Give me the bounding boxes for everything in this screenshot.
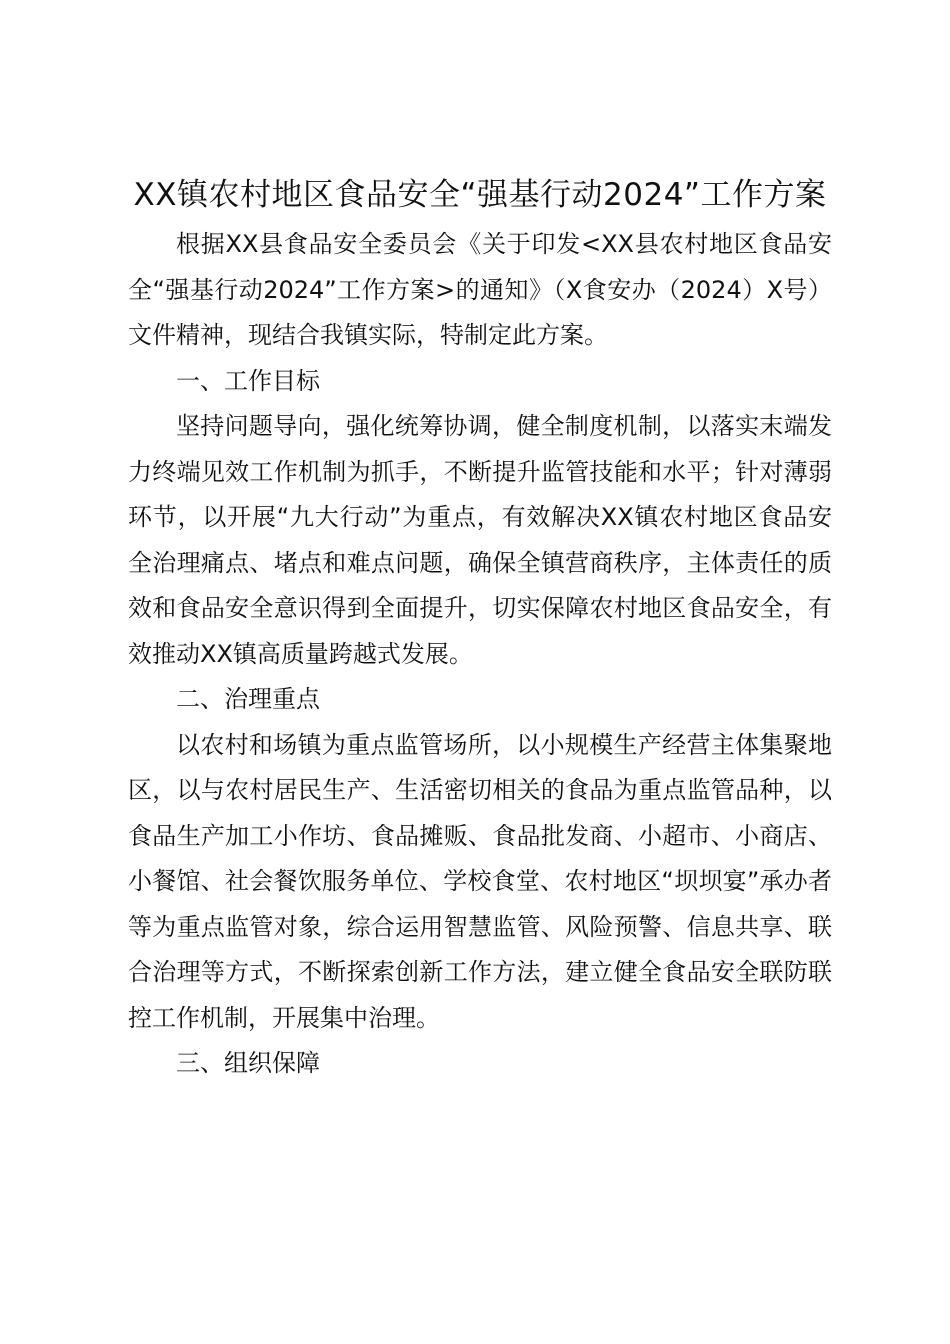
section-body-focus: 以农村和场镇为重点监管场所，以小规模生产经营主体集聚地区，以与农村居民生产、生活密切相关的食品为重点监管品种，以食品生产加工小作坊、食品摊贩、食品批发商、小超市、小商店、小餐馆、社会餐饮服务单位、学校食堂、农村地区“坝坝宴”承办者等为重点监管对象，综合运用智慧监管、风险预警、信息共享、联合治理等方式，不断探索创新工作方法，建立健全食品安全联防联控工作机制，开展集中治理。 [128, 730, 832, 1032]
section-body-goals: 坚持问题导向，强化统筹协调，健全制度机制，以落实末端发力终端见效工作机制为抓手，不断提升监管技能和水平；针对薄弱环节，以开展“九大行动”为重点，有效解决XX镇农村地区食品安全治理痛点、堵点和难点问题，确保全镇营商秩序，主体责任的质效和食品安全意识得到全面提升，切实保障农村地区食品安全，有效推动XX镇高质量跨越式发展。 [128, 412, 832, 668]
document-page [128, 168, 832, 1087]
intro-paragraph: 根据XX县食品安全委员会《关于印发<XX县农村地区食品安全“强基行动2024”工作方案>的通知》（X食安办（2024）X号）文件精神，现结合我镇实际，特制定此方案。 [128, 230, 832, 349]
section-heading-goals: 一、工作目标 [176, 366, 320, 395]
section-heading-organization: 三、组织保障 [176, 1049, 320, 1077]
document-title: XX镇农村地区食品安全“强基行动2024”工作方案 [133, 177, 827, 213]
section-heading-focus: 二、治理重点 [176, 685, 320, 713]
